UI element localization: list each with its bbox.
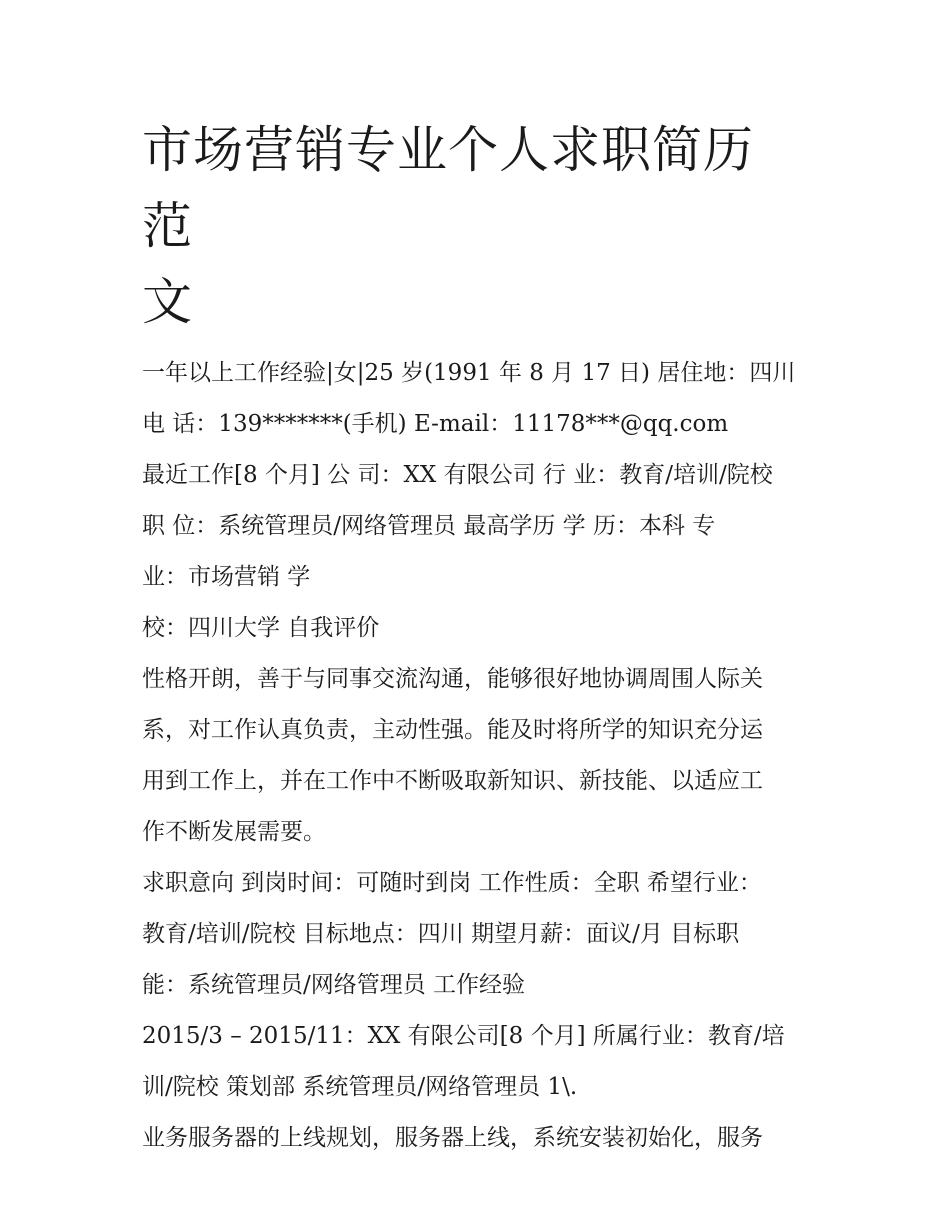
body-line: 作不断发展需要。 xyxy=(142,819,326,845)
body-line: 系，对工作认真负责，主动性强。能及时将所学的知识充分运 xyxy=(142,717,763,743)
title-line-1: 市场营销专业个人求职简历范 xyxy=(142,121,754,255)
body-line: 业：市场营销 学 xyxy=(142,564,311,590)
body-line: 2015/3 – 2015/11：XX 有限公司[8 个月] 所属行业：教育/培 xyxy=(142,1023,785,1049)
body-line: 业务服务器的上线规划，服务器上线，系统安装初始化，服务 xyxy=(142,1125,763,1151)
body-line: 性格开朗，善于与同事交流沟通，能够很好地协调周围人际关 xyxy=(142,666,763,692)
body-line: 训/院校 策划部 系统管理员/网络管理员 1\. xyxy=(142,1074,578,1100)
body-line: 职 位：系统管理员/网络管理员 最高学历 学 历：本科 专 xyxy=(142,513,716,539)
body-line: 用到工作上，并在工作中不断吸取新知识、新技能、以适应工 xyxy=(142,768,763,794)
body-line: 求职意向 到岗时间：可随时到岗 工作性质：全职 希望行业： xyxy=(142,870,762,896)
body-line: 教育/培训/院校 目标地点：四川 期望月薪：面议/月 目标职 xyxy=(142,921,740,947)
body-line: 最近工作[8 个月] 公 司：XX 有限公司 行 业：教育/培训/院校 xyxy=(142,462,773,488)
body-line: 一年以上工作经验|女|25 岁(1991 年 8 月 17 日) 居住地：四川 xyxy=(142,360,796,386)
document-page xyxy=(142,112,822,1164)
body-line: 电 话：139*******(手机) E-mail：11178***@qq.com xyxy=(142,411,729,437)
title-line-2: 文 xyxy=(142,273,193,331)
body-line: 能：系统管理员/网络管理员 工作经验 xyxy=(142,972,526,998)
document-body xyxy=(142,348,822,1164)
body-line: 校：四川大学 自我评价 xyxy=(142,615,380,641)
document-title xyxy=(142,112,802,340)
